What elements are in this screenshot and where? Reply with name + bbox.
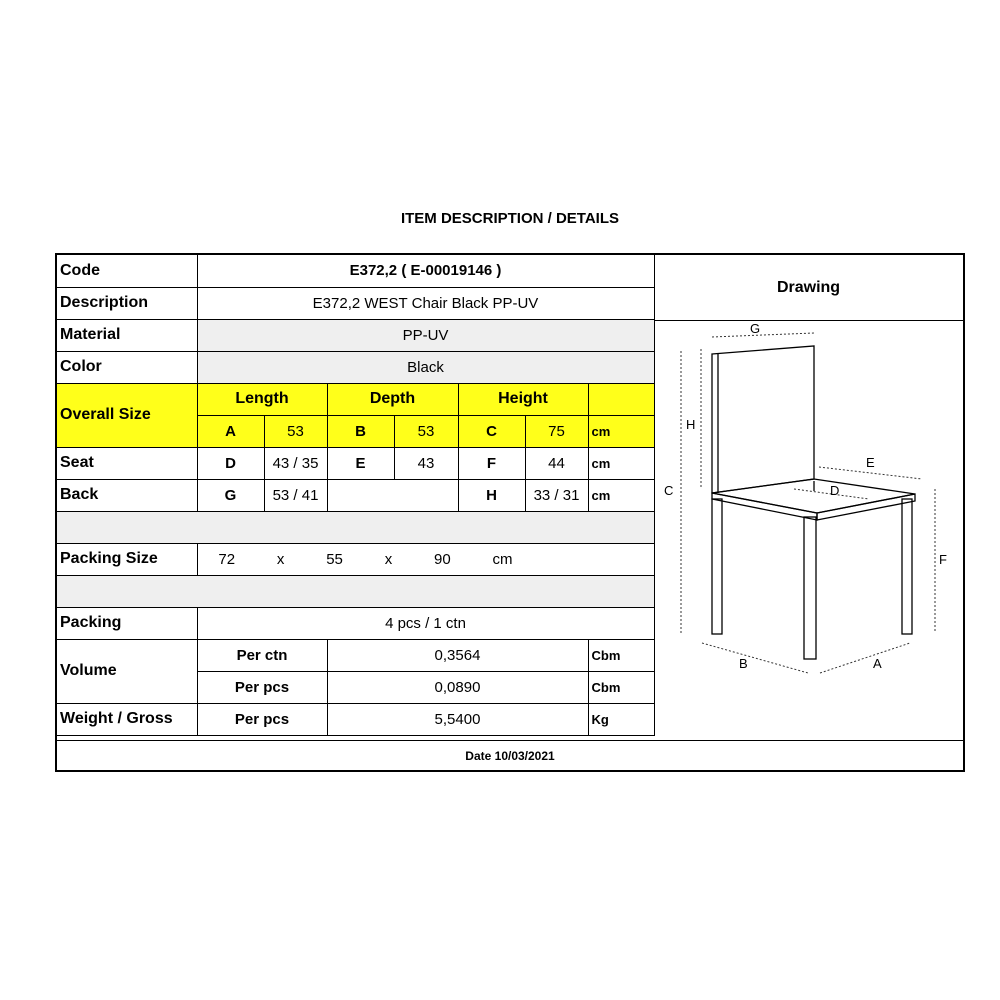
length-letter: A [197, 415, 264, 447]
back-row [57, 479, 654, 511]
dim-label-c: C [664, 483, 674, 498]
packing-size-sep-2: x [384, 550, 393, 568]
volume-label: Volume [57, 639, 197, 703]
dim-label-f: F [939, 552, 947, 567]
color-row [57, 351, 654, 383]
height-letter: C [458, 415, 525, 447]
spec-sheet [55, 253, 965, 772]
chair-drawing [654, 321, 963, 740]
back-label: Back [57, 479, 197, 511]
color-label: Color [57, 351, 197, 383]
dim-label-d: D [830, 483, 840, 498]
packing-size-unit: cm [492, 550, 513, 568]
overall-size-header-blank [588, 383, 654, 415]
packing-size-width: 55 [326, 550, 343, 568]
description-row [57, 287, 654, 319]
packing-size-label: Packing Size [57, 543, 197, 575]
spec-table [57, 255, 655, 736]
spacer-row-1 [57, 511, 654, 543]
packing-size-length: 72 [218, 550, 236, 568]
seat-label: Seat [57, 447, 197, 479]
chair-leg-back-right [902, 499, 912, 634]
chair-backrest [712, 346, 814, 493]
material-label: Material [57, 319, 197, 351]
seat-row [57, 447, 654, 479]
height-value: 75 [525, 415, 588, 447]
chair-leg-front-right [804, 517, 816, 659]
code-label: Code [57, 255, 197, 287]
seat-value-d: 43 / 35 [264, 447, 327, 479]
packing-value: 4 pcs / 1 ctn [197, 607, 654, 639]
dim-line-a [820, 643, 910, 673]
length-value: 53 [264, 415, 327, 447]
volume-per-pcs-unit: Cbm [588, 671, 654, 703]
description-label: Description [57, 287, 197, 319]
spacer-2 [57, 575, 654, 607]
material-row [57, 319, 654, 351]
code-value: E372,2 ( E-00019146 ) [197, 255, 654, 287]
back-unit: cm [588, 479, 654, 511]
overall-size-header-row [57, 383, 654, 415]
overall-size-label: Overall Size [57, 383, 197, 447]
seat-unit: cm [588, 447, 654, 479]
spacer-1 [57, 511, 654, 543]
packing-size-height: 90 [434, 550, 451, 568]
overall-size-unit: cm [588, 415, 654, 447]
description-value: E372,2 WEST Chair Black PP-UV [197, 287, 654, 319]
packing-size-value [197, 543, 654, 575]
seat-letter-d: D [197, 447, 264, 479]
weight-label: Weight / Gross [57, 703, 197, 735]
packing-size-row [57, 543, 654, 575]
back-value-g: 53 / 41 [264, 479, 327, 511]
dim-label-g: G [750, 321, 761, 336]
dim-label-h: H [686, 417, 696, 432]
back-letter-h: H [458, 479, 525, 511]
volume-per-pcs-value: 0,0890 [327, 671, 588, 703]
depth-header: Depth [327, 383, 458, 415]
seat-letter-e: E [327, 447, 394, 479]
color-value: Black [197, 351, 654, 383]
volume-per-ctn-value: 0,3564 [327, 639, 588, 671]
packing-size-sep-1: x [276, 550, 285, 568]
drawing-panel [654, 255, 963, 740]
height-header: Height [458, 383, 588, 415]
back-letter-g: G [197, 479, 264, 511]
spacer-row-2 [57, 575, 654, 607]
dim-line-g [712, 333, 814, 337]
volume-per-ctn-unit: Cbm [588, 639, 654, 671]
date-footer: Date 10/03/2021 [57, 740, 963, 770]
page-title: ITEM DESCRIPTION / DETAILS [400, 210, 620, 227]
volume-per-ctn-label: Per ctn [197, 639, 327, 671]
packing-row [57, 607, 654, 639]
dim-label-e: E [866, 455, 875, 470]
dim-label-b: B [739, 656, 748, 671]
seat-letter-f: F [458, 447, 525, 479]
back-value-h: 33 / 31 [525, 479, 588, 511]
material-value: PP-UV [197, 319, 654, 351]
drawing-title: Drawing [654, 255, 963, 321]
weight-per-pcs-label: Per pcs [197, 703, 327, 735]
packing-label: Packing [57, 607, 197, 639]
depth-value: 53 [394, 415, 458, 447]
dim-line-b [702, 643, 808, 673]
volume-row-ctn [57, 639, 654, 671]
volume-per-pcs-label: Per pcs [197, 671, 327, 703]
dim-label-a: A [873, 656, 882, 671]
chair-leg-front-left [712, 499, 722, 634]
weight-unit: Kg [588, 703, 654, 735]
seat-value-f: 44 [525, 447, 588, 479]
weight-row [57, 703, 654, 735]
depth-letter: B [327, 415, 394, 447]
back-blank [327, 479, 458, 511]
chair-seat-front [712, 493, 817, 520]
weight-value: 5,5400 [327, 703, 588, 735]
length-header: Length [197, 383, 327, 415]
code-row [57, 255, 654, 287]
seat-value-e: 43 [394, 447, 458, 479]
